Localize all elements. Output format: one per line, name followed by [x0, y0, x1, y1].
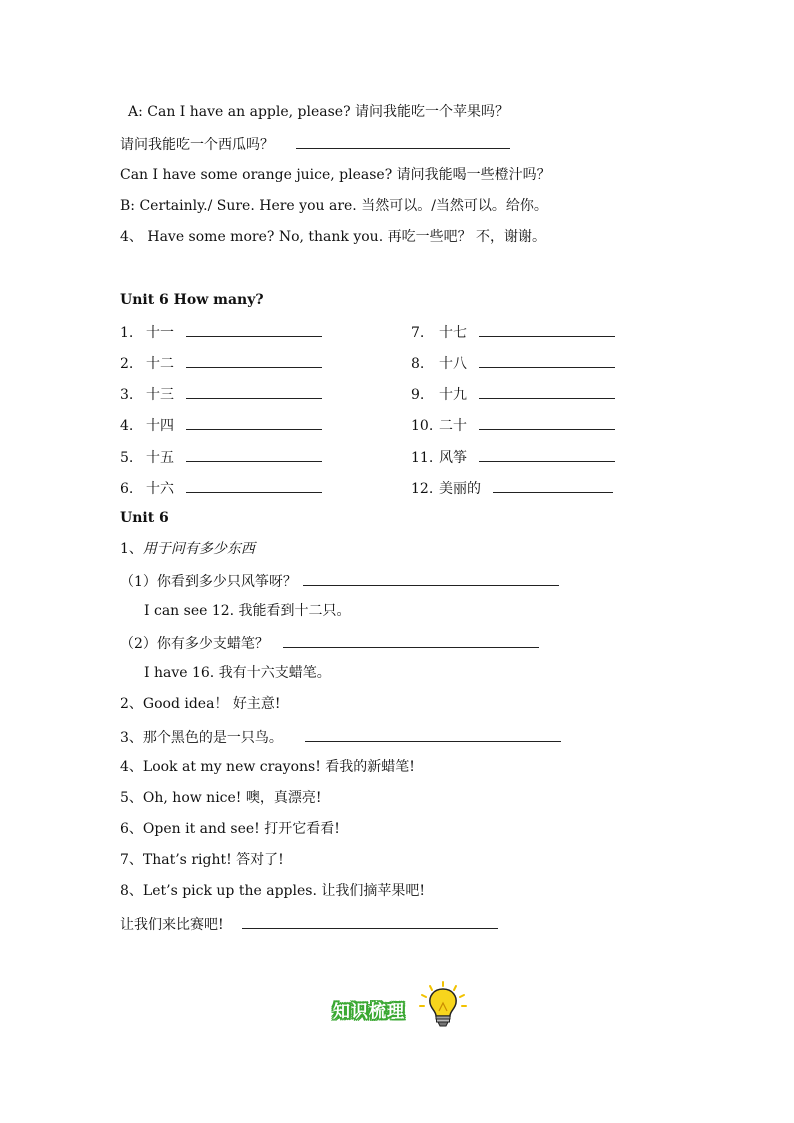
vocab-number: 10.: [411, 418, 434, 434]
question-1: [120, 571, 559, 591]
vocab-blank[interactable]: [186, 384, 322, 399]
vocab-number: 3.: [120, 387, 134, 403]
sentence-3-text: 3、那个黑色的是一只鸟。: [120, 730, 283, 746]
vocab-item: [120, 384, 322, 404]
vocab-word: 美丽的: [439, 481, 481, 497]
lightbulb-icon: [418, 981, 468, 1031]
dialog-line-2-text: 请问我能吃一个西瓜吗？: [120, 137, 274, 153]
vocab-number: 5.: [120, 450, 134, 466]
vocab-blank[interactable]: [479, 447, 615, 462]
question-1-text: （1）你看到多少只风筝呀？: [120, 574, 297, 590]
knowledge-summary-logo: 知识梳理: [333, 1002, 405, 1022]
section-heading: Unit 6: [120, 510, 169, 526]
question-2: [120, 633, 539, 653]
answer-blank[interactable]: [283, 633, 539, 648]
vocab-number: 1.: [120, 325, 134, 341]
vocab-item: [120, 415, 322, 435]
vocab-blank[interactable]: [186, 353, 322, 368]
vocab-blank[interactable]: [186, 322, 322, 337]
sentence-4: 4、Look at my new crayons! 看我的新蜡笔!: [120, 759, 415, 775]
vocab-number: 12.: [411, 481, 434, 497]
vocab-blank[interactable]: [479, 353, 615, 368]
vocab-number: 9.: [411, 387, 425, 403]
dialog-line-4: B: Certainly./ Sure. Here you are. 当然可以。/当然可以。给你。: [120, 198, 548, 214]
sentence-7: 7、That’s right! 答对了!: [120, 852, 284, 868]
vocab-word: 十一: [146, 325, 174, 341]
sentence-5: 5、Oh, how nice! 噢，真漂亮!: [120, 790, 322, 806]
section-1-number: 1、: [120, 541, 143, 557]
vocab-item: [120, 478, 322, 498]
sentence-3: [120, 727, 561, 747]
vocab-item: [411, 353, 615, 373]
sentence-6: 6、Open it and see! 打开它看看!: [120, 821, 340, 837]
answer-blank[interactable]: [303, 571, 559, 586]
vocab-item: [120, 447, 322, 467]
answer-1: I can see 12. 我能看到十二只。: [144, 603, 351, 619]
vocab-number: 7.: [411, 325, 425, 341]
vocab-item: [120, 322, 322, 342]
dialog-line-3: Can I have some orange juice, please? 请问我能喝一些橙汁吗？: [120, 167, 551, 183]
vocab-item: [411, 478, 613, 498]
answer-2: I have 16. 我有十六支蜡笔。: [144, 665, 331, 681]
sentence-9: [120, 914, 498, 934]
vocab-item: [411, 384, 615, 404]
unit-heading: Unit 6 How many?: [120, 292, 264, 308]
vocab-blank[interactable]: [479, 384, 615, 399]
vocab-blank[interactable]: [479, 322, 615, 337]
answer-blank[interactable]: [305, 727, 561, 742]
vocab-blank[interactable]: [186, 478, 322, 493]
vocab-item: [411, 447, 615, 467]
vocab-word: 十四: [146, 418, 174, 434]
vocab-word: 十五: [146, 450, 174, 466]
vocab-word: 十三: [146, 387, 174, 403]
vocab-word: 风筝: [439, 450, 467, 466]
sentence-2: 2、Good idea！ 好主意!: [120, 696, 281, 712]
vocab-word: 十六: [146, 481, 174, 497]
vocab-blank[interactable]: [186, 447, 322, 462]
dialog-line-2: [120, 134, 510, 154]
vocab-word: 二十: [439, 418, 467, 434]
vocab-blank[interactable]: [479, 415, 615, 430]
sentence-9-text: 让我们来比赛吧!: [120, 917, 224, 933]
vocab-number: 11.: [411, 450, 434, 466]
sentence-8: 8、Let’s pick up the apples. 让我们摘苹果吧!: [120, 883, 425, 899]
vocab-item: [120, 353, 322, 373]
dialog-line-1: A: Can I have an apple, please? 请问我能吃一个苹果吗？: [128, 104, 510, 120]
vocab-number: 4.: [120, 418, 134, 434]
dialog-line-5: 4、 Have some more? No, thank you. 再吃一些吧？ 不，谢谢。: [120, 229, 547, 245]
vocab-number: 8.: [411, 356, 425, 372]
question-2-text: （2）你有多少支蜡笔？: [120, 636, 269, 652]
vocab-number: 6.: [120, 481, 134, 497]
answer-blank[interactable]: [242, 914, 498, 929]
vocab-blank[interactable]: [186, 415, 322, 430]
vocab-item: [411, 415, 615, 435]
vocab-blank[interactable]: [493, 478, 613, 493]
vocab-item: [411, 322, 615, 342]
vocab-number: 2.: [120, 356, 134, 372]
section-1-label: 用于问有多少东西: [142, 541, 255, 557]
answer-blank[interactable]: [296, 134, 510, 149]
vocab-word: 十七: [439, 325, 467, 341]
vocab-word: 十二: [146, 356, 174, 372]
section-1-title: [120, 540, 255, 558]
vocab-word: 十九: [439, 387, 467, 403]
vocab-word: 十八: [439, 356, 467, 372]
